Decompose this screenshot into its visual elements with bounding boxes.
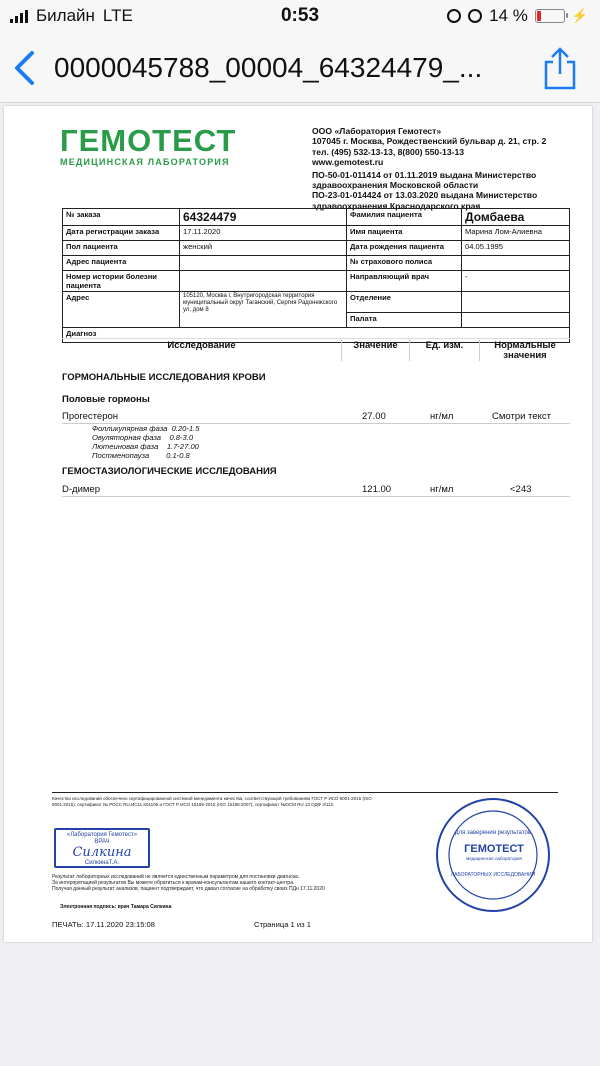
reg-date: 17.11.2020 bbox=[180, 226, 347, 241]
patient-name: Марина Лом-Алиевна bbox=[462, 226, 570, 241]
certification-text bbox=[52, 796, 372, 807]
lab-info-line: ПО-50-01-011414 от 01.11.2019 выдана Министерство bbox=[312, 169, 537, 180]
battery-percent: 14 % bbox=[489, 6, 528, 25]
order-label: № заказа bbox=[63, 209, 180, 226]
phase-ranges bbox=[92, 424, 200, 460]
lab-info-line: тел. (495) 532-13-13, 8(800) 550-13-13 bbox=[312, 146, 465, 157]
lab-info-line: здравоохранения Московской области bbox=[312, 180, 479, 191]
print-timestamp: ПЕЧАТЬ: 17.11.2020 23:15:08 bbox=[52, 920, 156, 929]
progesterone-norm: Смотри текст bbox=[492, 411, 551, 422]
lab-info-line: www.gemotest.ru bbox=[312, 157, 384, 168]
back-chevron-icon[interactable] bbox=[12, 50, 36, 86]
round-stamp-top: для заверения результатов bbox=[454, 830, 532, 836]
history-value bbox=[180, 271, 347, 292]
document-title: 0000045788_00004_64324479_... bbox=[54, 52, 483, 83]
header-norm: Нормальные значения bbox=[494, 340, 556, 361]
phase-row bbox=[92, 433, 200, 442]
stamp-name: СилкинаТ.А. bbox=[84, 860, 120, 866]
rotation-lock-icon bbox=[447, 9, 461, 23]
cert-line: Качество исследований обеспечено сертифицированной системой менеджмента качества, соответствующей требованиям ГОСТ Р ИСО 9001-2015 (ISO bbox=[52, 796, 372, 801]
stamp-top: «Лаборатория Гемотест» bbox=[66, 832, 138, 838]
phase-row bbox=[92, 424, 200, 433]
ddimer-name: D-димер bbox=[62, 484, 100, 495]
progesterone-name: Прогестерон bbox=[62, 411, 119, 422]
address-label: Адрес пациента bbox=[63, 256, 180, 271]
header-value: Значение bbox=[342, 339, 410, 361]
carrier-label: Билайн bbox=[36, 6, 95, 25]
status-right bbox=[447, 6, 588, 26]
header-unit: Ед. изм. bbox=[410, 339, 480, 361]
phase-label: Фолликулярная фаза bbox=[92, 424, 168, 433]
surname-label: Фамилия пациента bbox=[347, 209, 462, 226]
status-bar bbox=[0, 0, 600, 34]
network-label: LTE bbox=[102, 6, 133, 25]
round-stamp-bottom: ЛАБОРАТОРНЫХ ИССЛЕДОВАНИЙ bbox=[450, 872, 536, 878]
round-stamp-sub: медицинская лаборатория bbox=[466, 856, 522, 861]
phase-range: 1.7-27.00 bbox=[166, 442, 199, 451]
phase-range: 0.1-0.8 bbox=[166, 451, 190, 460]
phase-label: Постменопауза bbox=[92, 451, 150, 460]
ddimer-norm: <243 bbox=[510, 484, 532, 495]
ddimer-value: 121.00 bbox=[362, 484, 392, 495]
note-line: Получая данный результат анализов, пациент подтверждает, что давал согласие на обработку своих ПДн 17.11.2020 bbox=[52, 886, 325, 892]
policy-value bbox=[462, 256, 570, 271]
name-label: Имя пациента bbox=[347, 226, 462, 241]
stamp-role: ВРАЧ bbox=[94, 839, 110, 845]
phase-label: Овуляторная фаза bbox=[92, 433, 161, 442]
addr2-value: 105120, Москва г, Внутригородская территория муниципальный округ Таганский, Сергия Радонежского ул, дом 8 bbox=[180, 292, 347, 328]
addr2-label: Адрес bbox=[63, 292, 180, 328]
patient-sex: женский bbox=[180, 241, 347, 256]
doctor-label: Направляющий врач bbox=[347, 271, 462, 292]
result-row-ddimer bbox=[62, 484, 570, 497]
phase-range: 0.8-3.0 bbox=[169, 433, 194, 442]
note-line: Результат лабораторных исследований не является единственным параметром для постановки диагноза. bbox=[52, 874, 300, 880]
results-header bbox=[62, 338, 570, 361]
clock: 0:53 bbox=[280, 5, 320, 26]
doctor-value: - bbox=[462, 271, 570, 292]
lab-info-line: 107045 г. Москва, Рождественский бульвар д. 21, стр. 2 bbox=[312, 136, 547, 147]
round-lab-stamp bbox=[434, 796, 552, 914]
battery-icon bbox=[535, 9, 565, 23]
doctor-stamp bbox=[54, 828, 150, 868]
page-counter: Страница 1 из 1 bbox=[254, 920, 311, 929]
lab-info-line: здравоохранения Краснодарского края bbox=[312, 200, 481, 211]
lab-info-line: ООО «Лаборатория Гемотест» bbox=[312, 126, 442, 136]
policy-label: № страхового полиса bbox=[347, 256, 462, 271]
order-number: 64324479 bbox=[180, 209, 347, 226]
result-notes bbox=[52, 874, 325, 892]
phase-row bbox=[92, 442, 200, 451]
document-page[interactable] bbox=[4, 106, 592, 942]
reg-date-label: Дата регистрации заказа bbox=[63, 226, 180, 241]
ward-value bbox=[462, 313, 570, 328]
alarm-icon bbox=[468, 9, 482, 23]
ddimer-unit: нг/мл bbox=[430, 484, 454, 495]
dept-value bbox=[462, 292, 570, 313]
result-row-progesterone bbox=[62, 411, 570, 424]
history-label: Номер истории болезни пациента bbox=[63, 271, 180, 292]
dept-label: Отделение bbox=[347, 292, 462, 313]
electronic-signature: Электронная подпись: врач Тамара Силкина bbox=[60, 904, 172, 910]
lab-logo bbox=[60, 123, 237, 167]
share-icon[interactable] bbox=[542, 46, 578, 90]
stamp-signature: Силкина bbox=[72, 845, 132, 860]
header-study: Исследование bbox=[62, 339, 342, 361]
phase-row bbox=[92, 451, 200, 460]
subsection-sex-hormones: Половые гормоны bbox=[62, 394, 150, 405]
sex-label: Пол пациента bbox=[63, 241, 180, 256]
patient-surname: Домбаева bbox=[462, 209, 570, 226]
progesterone-value: 27.00 bbox=[362, 411, 386, 422]
progesterone-unit: нг/мл bbox=[430, 411, 454, 422]
cert-line: 9001:2015), сертификат № РОСС RU.ИС11.К01106 и ГОСТ Р ИСО 15189-2015 (ISO 15189:2007), сертификат №ОСМ RU.13 ОДФ 3/112. bbox=[52, 801, 335, 807]
ward-label: Палата bbox=[347, 313, 462, 328]
round-stamp-brand: ГЕМОТЕСТ bbox=[464, 843, 524, 855]
patient-dob: 04.05.1995 bbox=[462, 241, 570, 256]
phase-label: Лютеиновая фаза bbox=[92, 442, 159, 451]
charging-icon: ⚡ bbox=[571, 8, 588, 23]
lab-info bbox=[312, 126, 582, 211]
section-hemostasis: ГЕМОСТАЗИОЛОГИЧЕСКИЕ ИССЛЕДОВАНИЯ bbox=[62, 466, 277, 477]
logo-subtitle: МЕДИЦИНСКАЯ ЛАБОРАТОРИЯ bbox=[60, 157, 230, 167]
navigation-bar bbox=[0, 34, 600, 103]
footer-divider bbox=[52, 792, 558, 793]
phase-range: 0.20-1.5 bbox=[171, 424, 200, 433]
address-value bbox=[180, 256, 347, 271]
patient-table bbox=[62, 208, 570, 343]
lab-info-line: ПО-23-01-014424 от 13.03.2020 выдана Министерство bbox=[312, 190, 538, 201]
note-line: За интерпретацией результатов Вы можете обратиться к врачам-консультантам нашего контакт-центра. bbox=[52, 880, 295, 886]
diagnosis-label: Диагноз bbox=[63, 328, 570, 343]
dob-label: Дата рождения пациента bbox=[347, 241, 462, 256]
logo-name: ГЕМОТЕСТ bbox=[60, 123, 237, 158]
section-hormonal: ГОРМОНАЛЬНЫЕ ИССЛЕДОВАНИЯ КРОВИ bbox=[62, 372, 266, 383]
